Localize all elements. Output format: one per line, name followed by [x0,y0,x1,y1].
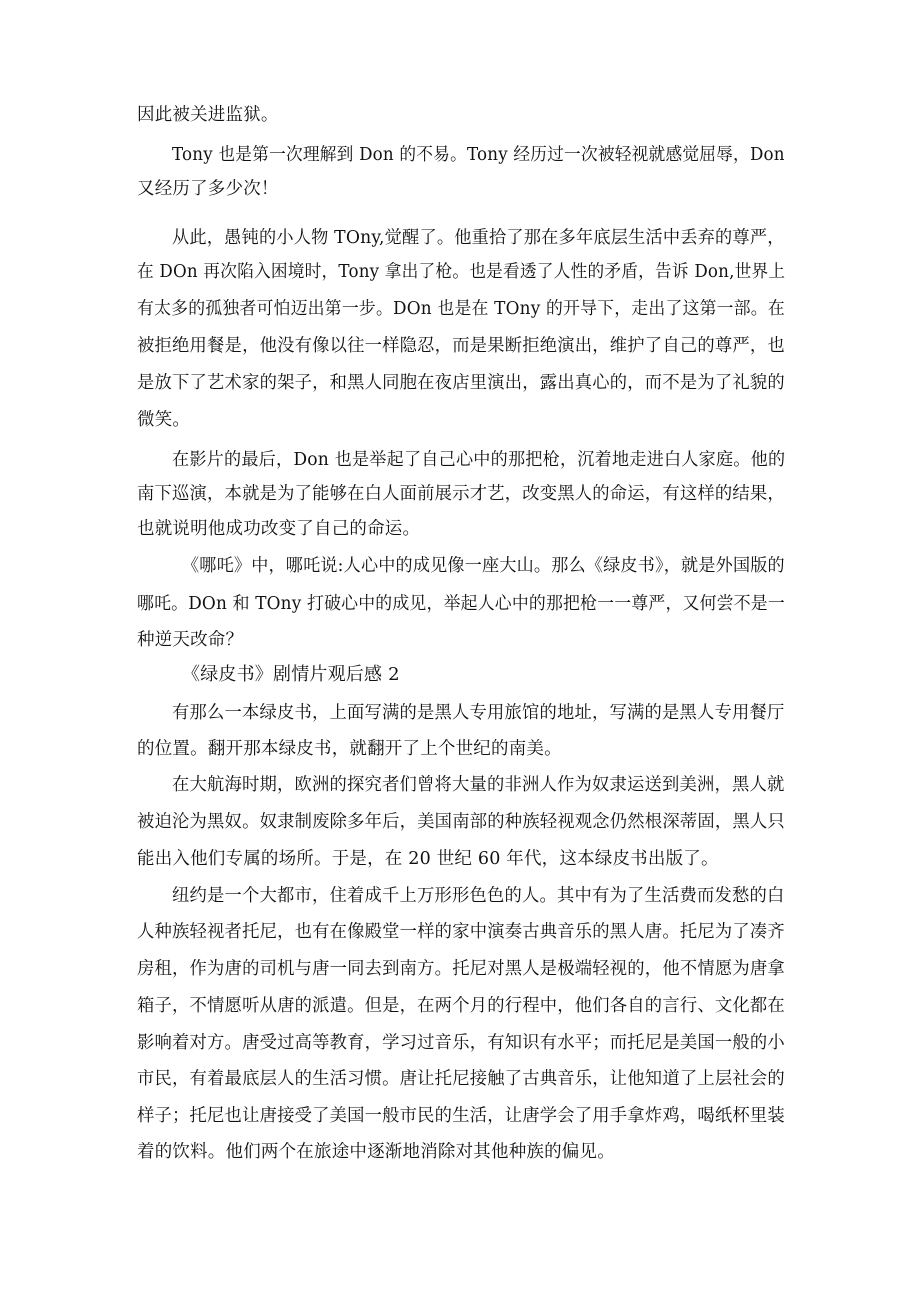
paragraph-8-line-4: 箱子，不情愿听从唐的派遣。但是，在两个月的行程中，他们各自的言行、文化都在 [137,996,785,1016]
paragraph-4-line-1: 在影片的最后，Don 也是举起了自己心中的那把枪，沉着地走进白人家庭。他的 [172,450,786,470]
paragraph-8-line-8: 着的饮料。他们两个在旅途中逐渐地消除对其他种族的偏见。 [137,1142,615,1162]
paragraph-8-line-3: 房租，作为唐的司机与唐一同去到南方。托尼对黑人是极端轻视的，他不情愿为唐拿 [137,959,785,979]
paragraph-8-line-1: 纽约是一个大都市，住着成千上万形形色色的人。其中有为了生活费而发愁的白 [172,886,785,906]
paragraph-3-line-5: 是放下了艺术家的架子，和黑人同胞在夜店里演出，露出真心的，而不是为了礼貌的 [137,373,785,393]
paragraph-3-line-1: 从此，愚钝的小人物 TOny,觉醒了。他重拾了那在多年底层生活中丢弃的尊严， [172,228,785,248]
paragraph-2-line-1: Tony 也是第一次理解到 Don 的不易。Tony 经历过一次被轻视就感觉屈辱，Don [172,145,785,165]
section-heading: 《绿皮书》剧情片观后感 2 [182,664,400,685]
paragraph-8-line-6: 市民，有着最底层人的生活习惯。唐让托尼接触了古典音乐，让他知道了上层社会的 [137,1069,785,1089]
paragraph-6-line-1: 有那么一本绿皮书，上面写满的是黑人专用旅馆的地址，写满的是黑人专用餐厅 [172,703,785,723]
paragraph-3-line-4: 被拒绝用餐是，他没有像以往一样隐忍，而是果断拒绝演出，维护了自己的尊严，也 [137,336,785,356]
paragraph-2-line-2: 又经历了多少次！ [137,179,279,199]
paragraph-5-line-2: 哪吒。DOn 和 TOny 打破心中的成见，举起人心中的那把枪一一尊严，又何尝不是一 [137,594,785,614]
paragraph-3-line-2: 在 DOn 再次陷入困境时，Tony 拿出了枪。也是看透了人性的矛盾，告诉 Don,世界上 [137,262,786,282]
paragraph-8-line-7: 样子；托尼也让唐接受了美国一般市民的生活，让唐学会了用手拿炸鸡，喝纸杯里装 [137,1106,785,1126]
paragraph-3-line-6: 微笑。 [137,410,191,430]
paragraph-4-line-3: 也就说明他成功改变了自己的命运。 [137,519,421,539]
paragraph-8-line-2: 人种族轻视者托尼，也有在像殿堂一样的家中演奏古典音乐的黑人唐。托尼为了凑齐 [137,922,785,942]
paragraph-5-line-3: 种逆天改命？ [137,630,244,650]
paragraph-5-line-1: 《哪吒》中，哪吒说:人心中的成见像一座大山。那么《绿皮书》，就是外国版的 [182,556,785,576]
paragraph-7-line-1: 在大航海时期，欧洲的探究者们曾将大量的非洲人作为奴隶运送到美洲，黑人就 [172,775,785,795]
paragraph-6-line-2: 的位置。翻开那本绿皮书，就翻开了上个世纪的南美。 [137,739,562,759]
paragraph-1-line-1: 因此被关进监狱。 [137,105,279,125]
paragraph-4-line-2: 南下巡演，本就是为了能够在白人面前展示才艺，改变黑人的命运，有这样的结果， [137,484,785,504]
paragraph-8-line-5: 影响着对方。唐受过高等教育，学习过音乐，有知识有水平；而托尼是美国一般的小 [137,1033,785,1053]
paragraph-7-line-3: 能出入他们专属的场所。于是，在 20 世纪 60 年代，这本绿皮书出版了。 [137,849,719,869]
paragraph-7-line-2: 被迫沦为黑奴。奴隶制废除多年后，美国南部的种族轻视观念仍然根深蒂固，黑人只 [137,812,785,832]
paragraph-3-line-3: 有太多的孤独者可怕迈出第一步。DOn 也是在 TOny 的开导下，走出了这第一部。在 [137,299,785,319]
